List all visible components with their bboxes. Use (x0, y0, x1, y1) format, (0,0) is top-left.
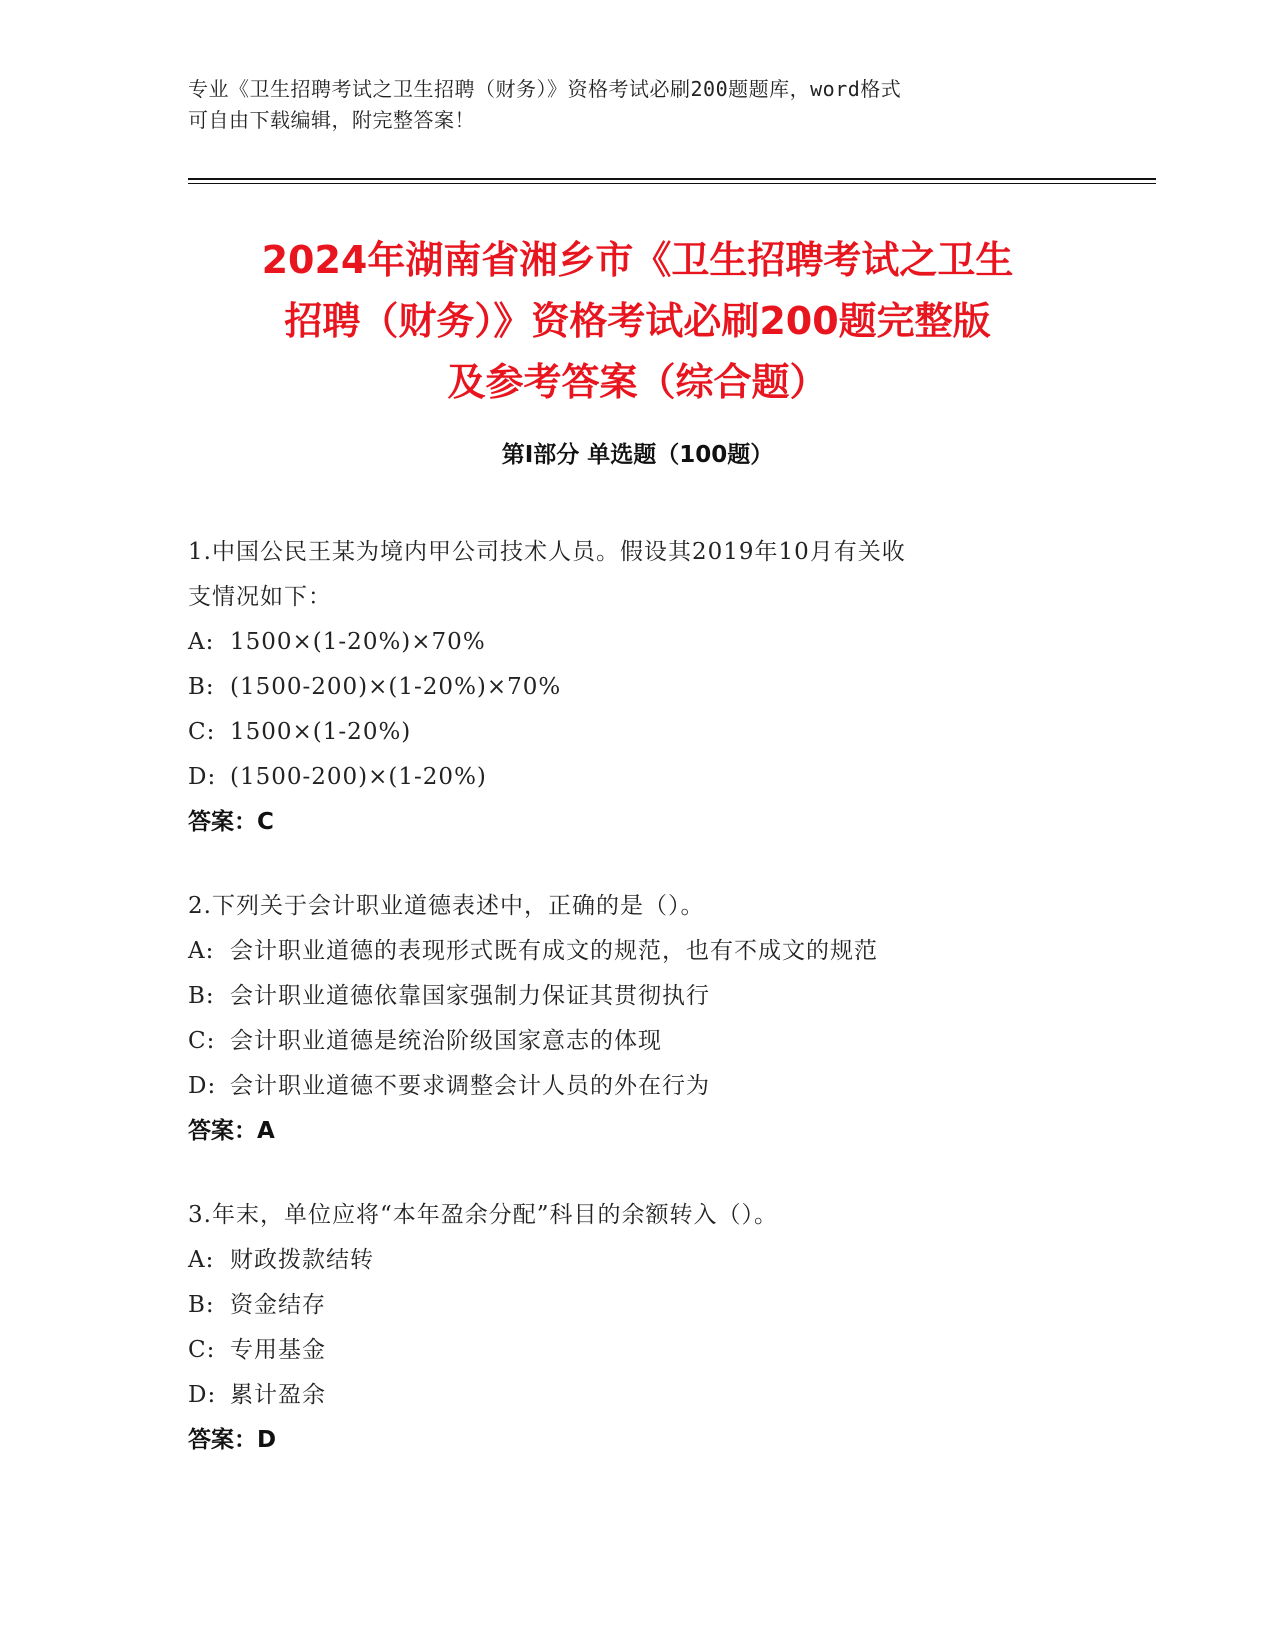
document-title (150, 230, 1125, 413)
title-line: 招聘（财务）》资格考试必刷200题完整版 (284, 299, 991, 343)
option-prefix: A: (188, 629, 215, 655)
option-prefix: B: (188, 983, 215, 1009)
title-line: 2024年湖南省湘乡市《卫生招聘考试之卫生 (261, 238, 1014, 282)
option-b (188, 974, 1088, 1019)
header-note (188, 74, 1088, 136)
option-d (188, 755, 1088, 800)
option-text: 财政拨款结转 (230, 1247, 374, 1273)
option-b (188, 1283, 1088, 1328)
option-prefix: C: (188, 1337, 216, 1363)
answer: 答案：D (188, 1427, 277, 1453)
answer: 答案：A (188, 1118, 275, 1144)
question-item (188, 1193, 1088, 1463)
option-text: 1500×(1-20%)×70% (230, 629, 486, 655)
option-prefix: D: (188, 1073, 217, 1099)
option-prefix: A: (188, 1247, 215, 1273)
option-d (188, 1373, 1088, 1418)
option-a (188, 1238, 1088, 1283)
section-heading: 第Ⅰ部分 单选题（100题） (501, 442, 774, 468)
option-prefix: A: (188, 938, 215, 964)
option-text: (1500-200)×(1-20%) (230, 764, 487, 790)
option-c (188, 1328, 1088, 1373)
option-prefix: D: (188, 1382, 217, 1408)
title-line: 及参考答案（综合题） (447, 360, 828, 404)
question-stem: 3.年末，单位应将“本年盈余分配”科目的余额转入（）。 (188, 1202, 778, 1228)
option-a (188, 620, 1088, 665)
option-c (188, 710, 1088, 755)
option-text: 1500×(1-20%) (230, 719, 412, 745)
option-c (188, 1019, 1088, 1064)
option-prefix: B: (188, 1292, 215, 1318)
option-text: 专用基金 (230, 1337, 326, 1363)
option-prefix: D: (188, 764, 217, 790)
answer: 答案：C (188, 809, 274, 835)
option-prefix: C: (188, 719, 216, 745)
question-list (188, 530, 1088, 1502)
question-stem: 1.中国公民王某为境内甲公司技术人员。假设其2019年10月有关收 (188, 539, 906, 565)
question-item (188, 530, 1088, 845)
header-note-line: 可自由下载编辑，附完整答案！ (188, 108, 475, 132)
header-divider (188, 178, 1156, 180)
option-text: (1500-200)×(1-20%)×70% (230, 674, 562, 700)
question-stem-continued: 支情况如下： (188, 584, 332, 610)
option-text: 会计职业道德的表现形式既有成文的规范，也有不成文的规范 (230, 938, 878, 964)
option-a (188, 929, 1088, 974)
option-text: 会计职业道德依靠国家强制力保证其贯彻执行 (230, 983, 710, 1009)
header-note-line: 专业《卫生招聘考试之卫生招聘（财务）》资格考试必刷200题题库，word格式 (188, 77, 902, 101)
option-prefix: C: (188, 1028, 216, 1054)
option-text: 累计盈余 (230, 1382, 326, 1408)
question-stem: 2.下列关于会计职业道德表述中，正确的是（）。 (188, 893, 705, 919)
header-divider-thin (188, 183, 1156, 184)
option-text: 会计职业道德是统治阶级国家意志的体现 (230, 1028, 662, 1054)
option-prefix: B: (188, 674, 215, 700)
question-item (188, 884, 1088, 1154)
option-text: 会计职业道德不要求调整会计人员的外在行为 (230, 1073, 710, 1099)
option-d (188, 1064, 1088, 1109)
option-b (188, 665, 1088, 710)
option-text: 资金结存 (230, 1292, 326, 1318)
